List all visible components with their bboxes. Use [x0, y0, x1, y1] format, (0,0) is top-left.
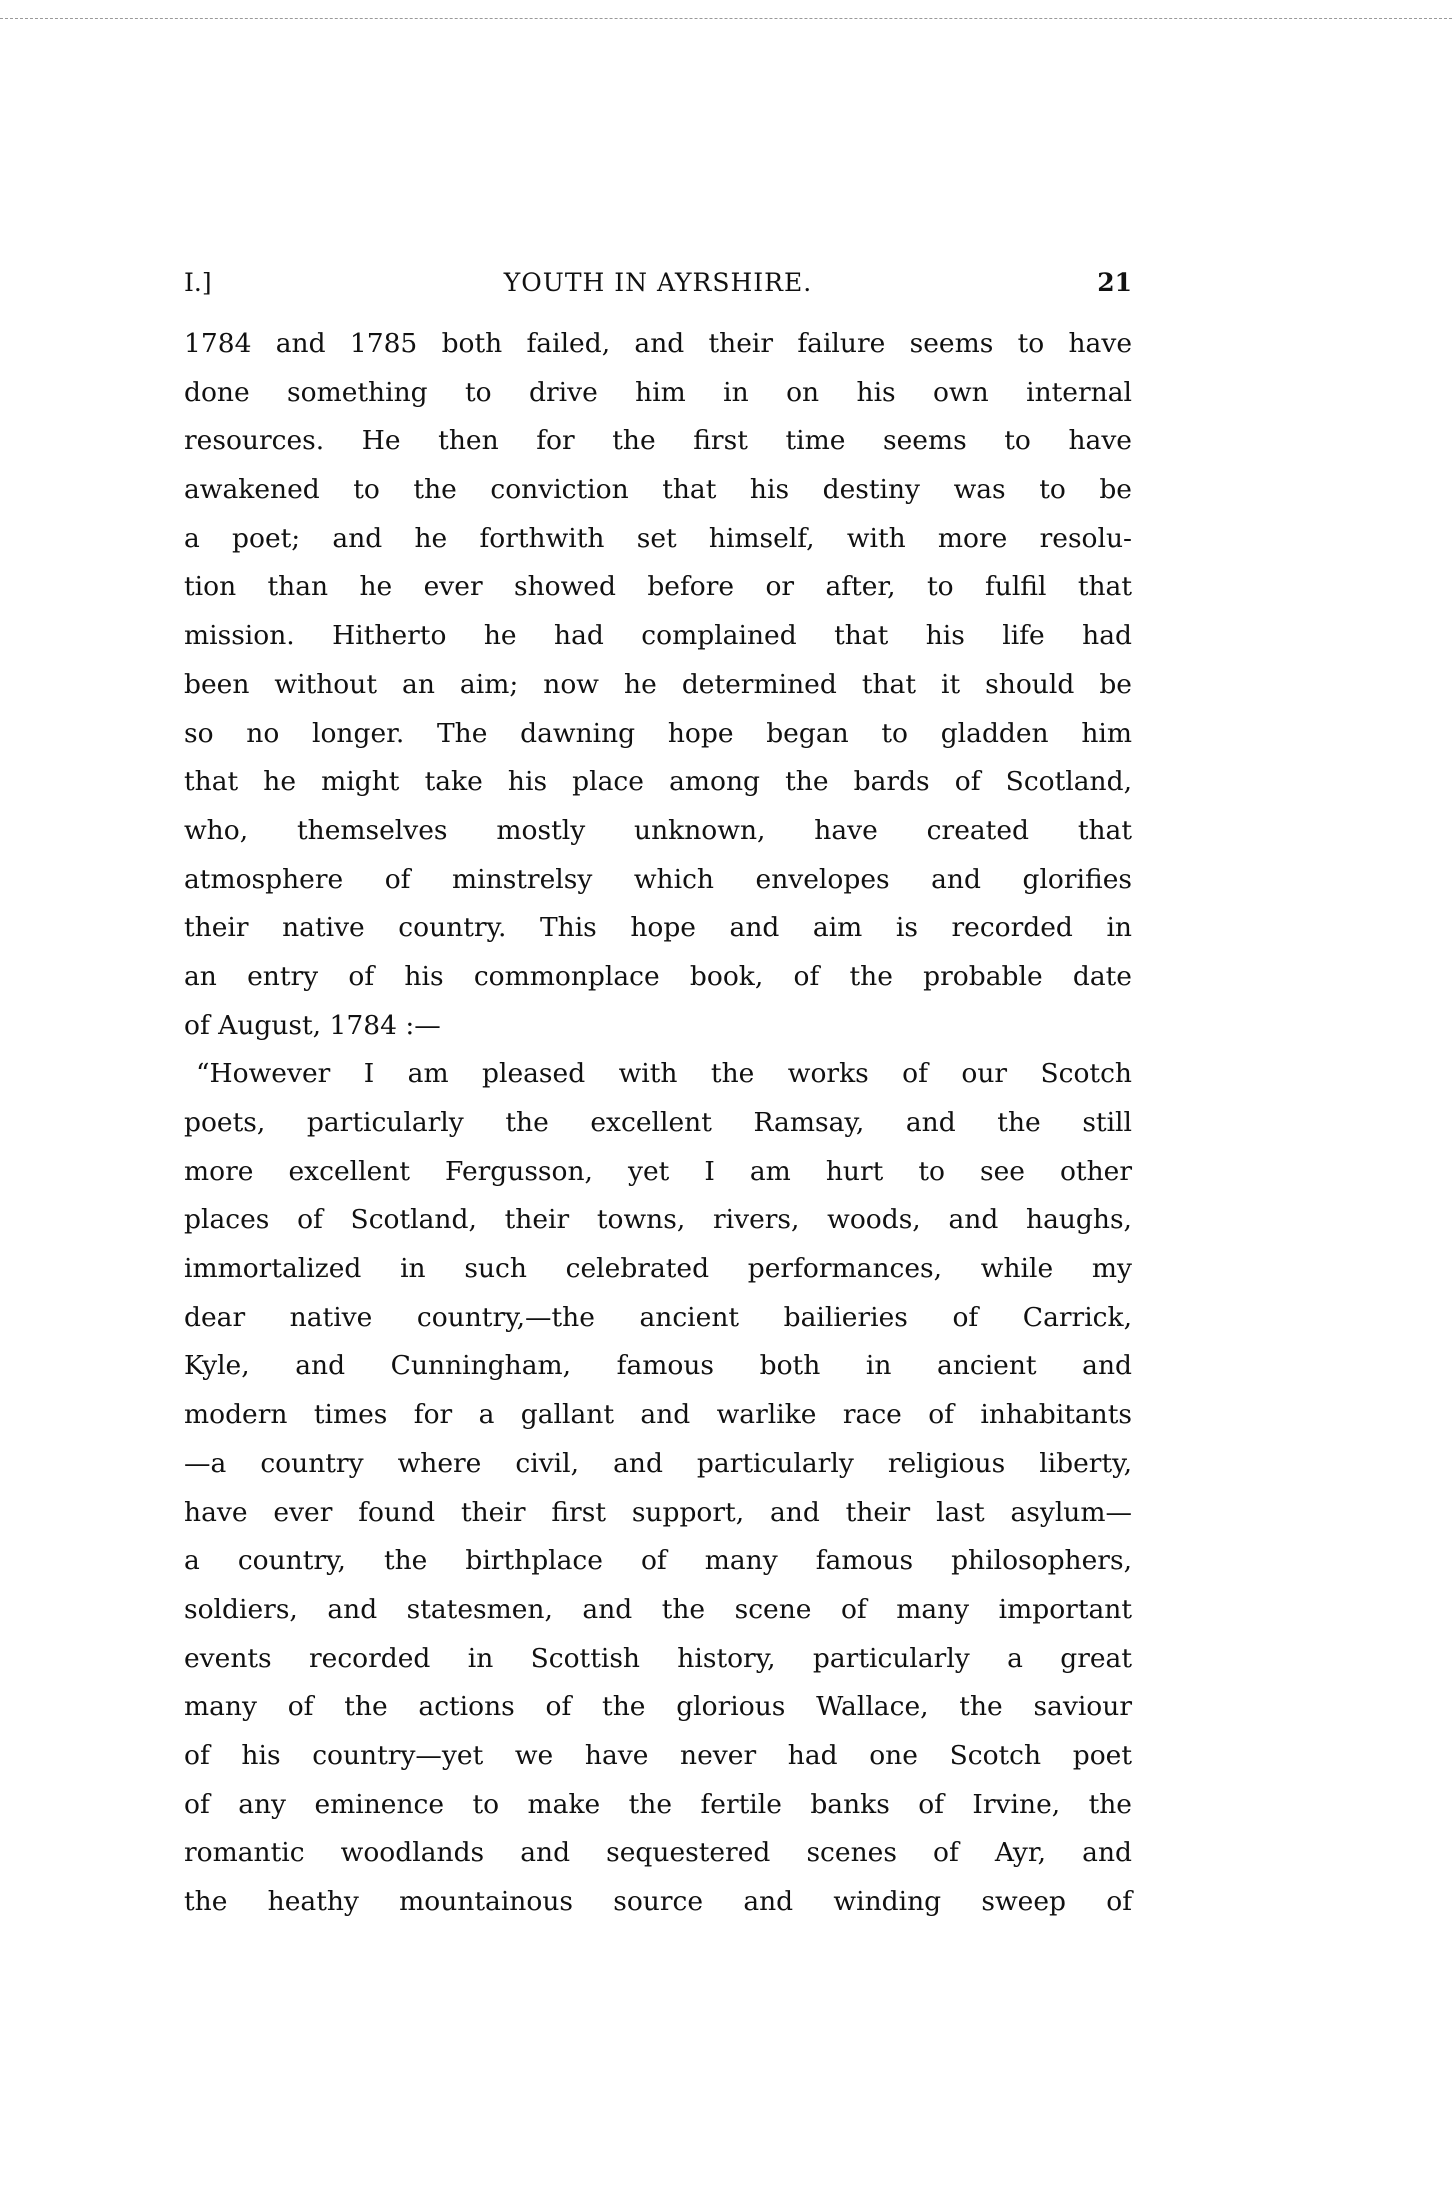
text-line: been without an aim; now he determined that it should be [184, 668, 1132, 700]
text-line: 1784 and 1785 both failed, and their failure seems to have [184, 328, 1132, 359]
text-line: a country, the birthplace of many famous philosophers, [184, 1545, 1132, 1577]
running-title: YOUTH IN AYRSHIRE. [503, 268, 813, 297]
text-line: mission. Hitherto he had complained that his life had [184, 620, 1132, 652]
text-line: have ever found their first support, and their last asylum— [184, 1496, 1132, 1528]
text-line: so no longer. The dawning hope began to gladden him [184, 717, 1132, 749]
text-line: poets, particularly the excellent Ramsay, and the still [184, 1107, 1132, 1138]
text-line: dear native country,—the ancient bailieries of Carrick, [184, 1301, 1132, 1333]
text-line: soldiers, and statesmen, and the scene of many important [184, 1593, 1132, 1625]
text-line: that he might take his place among the bards of Scotland, [184, 766, 1132, 798]
page-number: 21 [1097, 268, 1132, 297]
text-line: the heathy mountainous source and winding sweep of [184, 1886, 1132, 1917]
text-line: atmosphere of minstrelsy which envelopes and glorifies [184, 863, 1132, 895]
text-line: romantic woodlands and sequestered scenes of Ayr, and [184, 1837, 1132, 1869]
text-line: “However I am pleased with the works of our Scotch [196, 1058, 1132, 1090]
text-line: of his country—yet we have never had one Scotch poet [184, 1739, 1132, 1771]
text-line: resources. He then for the first time seems to have [184, 425, 1132, 457]
text-line: of any eminence to make the fertile banks of Irvine, the [184, 1788, 1132, 1820]
text-line: events recorded in Scottish history, particularly a great [184, 1642, 1132, 1674]
text-line: done something to drive him in on his own internal [184, 376, 1132, 408]
chapter-marker: I.] [184, 268, 212, 297]
text-line: of August, 1784 :— [184, 1009, 441, 1041]
text-line: immortalized in such celebrated performances, while my [184, 1253, 1132, 1285]
text-line: places of Scotland, their towns, rivers, woods, and haughs, [184, 1204, 1132, 1236]
text-line: their native country. This hope and aim is recorded in [184, 912, 1132, 944]
text-line: an entry of his commonplace book, of the probable date [184, 960, 1132, 992]
text-line: a poet; and he forthwith set himself, with more resolu- [184, 522, 1132, 554]
top-edge-rule [0, 18, 1452, 19]
page-body-text [184, 320, 1132, 1927]
text-line: more excellent Fergusson, yet I am hurt to see other [184, 1155, 1132, 1187]
text-line: who, themselves mostly unknown, have created that [184, 814, 1132, 846]
text-line: —a country where civil, and particularly religious liberty, [184, 1447, 1132, 1479]
running-header [184, 268, 1132, 308]
text-line: tion than he ever showed before or after, to fulfil that [184, 571, 1132, 603]
text-line: awakened to the conviction that his destiny was to be [184, 474, 1132, 506]
text-line: many of the actions of the glorious Wallace, the saviour [184, 1691, 1132, 1723]
text-line: modern times for a gallant and warlike race of inhabitants [184, 1399, 1132, 1431]
text-line: Kyle, and Cunningham, famous both in ancient and [184, 1350, 1132, 1382]
